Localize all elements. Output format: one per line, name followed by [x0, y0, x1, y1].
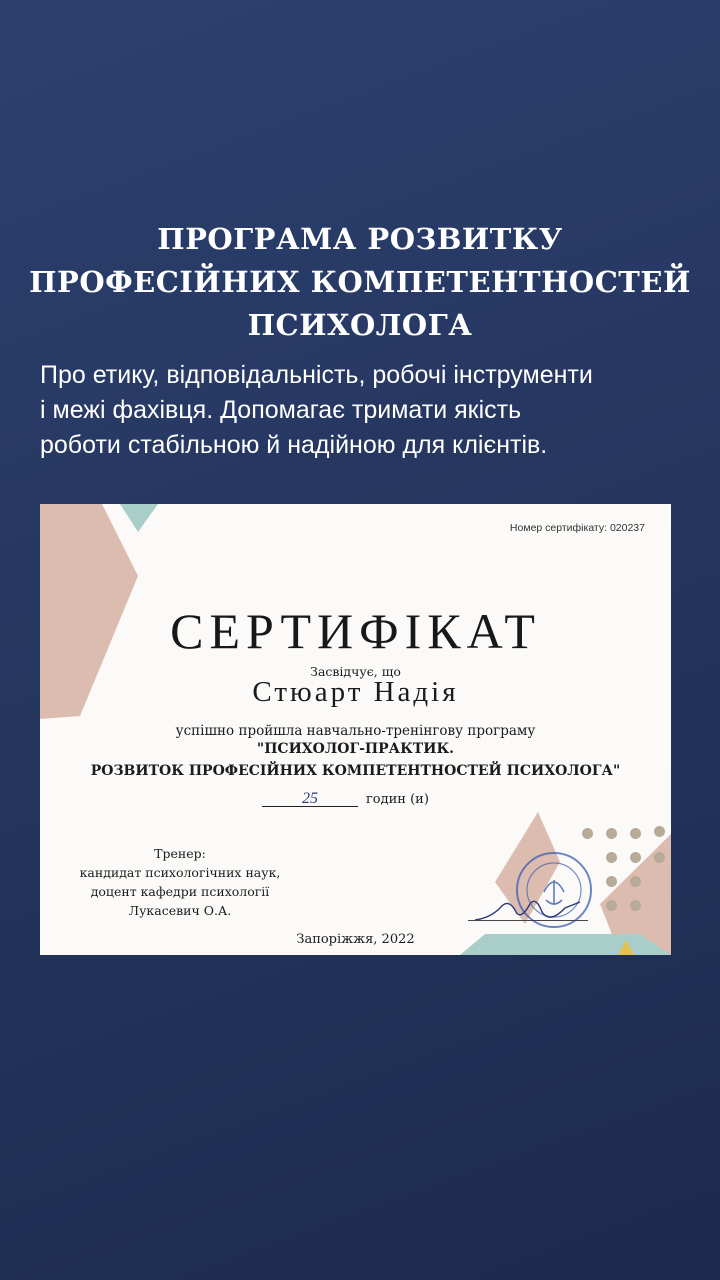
hours-label: годин (и): [366, 792, 429, 807]
headline-line-1: ПРОГРАМА РОЗВИТКУ: [157, 222, 563, 256]
decor-dot: [630, 852, 641, 863]
subtitle-line-2: і межі фахівця. Допомагає тримати якість: [40, 396, 522, 424]
decor-teal-top: [120, 504, 158, 532]
program-name-line-2: РОЗВИТОК ПРОФЕСІЙНИХ КОМПЕТЕНТНОСТЕЙ ПСИХОЛОГА": [90, 763, 621, 779]
certificate-number: Номер сертифікату: 020237: [509, 522, 645, 534]
hours-row: [262, 792, 429, 807]
decor-dot: [606, 828, 617, 839]
trainer-line-2: кандидат психологічних наук,: [79, 865, 281, 880]
decor-dot: [654, 826, 665, 837]
headline-line-3: ПСИХОЛОГА: [247, 308, 473, 342]
decor-dot: [606, 900, 617, 911]
subtitle-line-3: роботи стабільною й надійною для клієнтів.: [40, 431, 548, 459]
trainer-line-3: доцент кафедри психології: [90, 884, 270, 899]
certificate-title: СЕРТИФІКАТ: [170, 603, 541, 659]
headline-line-2: ПРОФЕСІЙНИХ КОМПЕТЕНТНОСТЕЙ: [29, 265, 691, 299]
decor-dot: [630, 900, 641, 911]
decor-dot: [582, 828, 593, 839]
completion-text: успішно пройшла навчально-тренінгову програму: [175, 723, 536, 739]
attest-text: Засвідчує, що: [310, 664, 401, 679]
program-name-line-1: "ПСИХОЛОГ-ПРАКТИК.: [256, 741, 455, 757]
decor-dot: [630, 828, 641, 839]
decor-dot: [606, 876, 617, 887]
subtitle-line-1: Про етику, відповідальність, робочі інструменти: [40, 361, 593, 389]
decor-dot: [630, 876, 641, 887]
headline: [0, 218, 720, 347]
hours-value: 25: [262, 792, 358, 807]
decor-dot: [654, 852, 665, 863]
trainer-line-4: Лукасевич О.А.: [128, 903, 232, 918]
city-year: Запоріжжя, 2022: [296, 932, 415, 947]
subtitle: [40, 358, 690, 463]
trainer-block: [60, 844, 300, 920]
decor-dot: [606, 852, 617, 863]
trainer-line-1: Тренер:: [154, 846, 206, 861]
recipient-name: Стюарт Надія: [252, 676, 459, 708]
signature: [470, 890, 590, 930]
signature-line: [468, 920, 588, 921]
certificate-image: [40, 504, 671, 955]
